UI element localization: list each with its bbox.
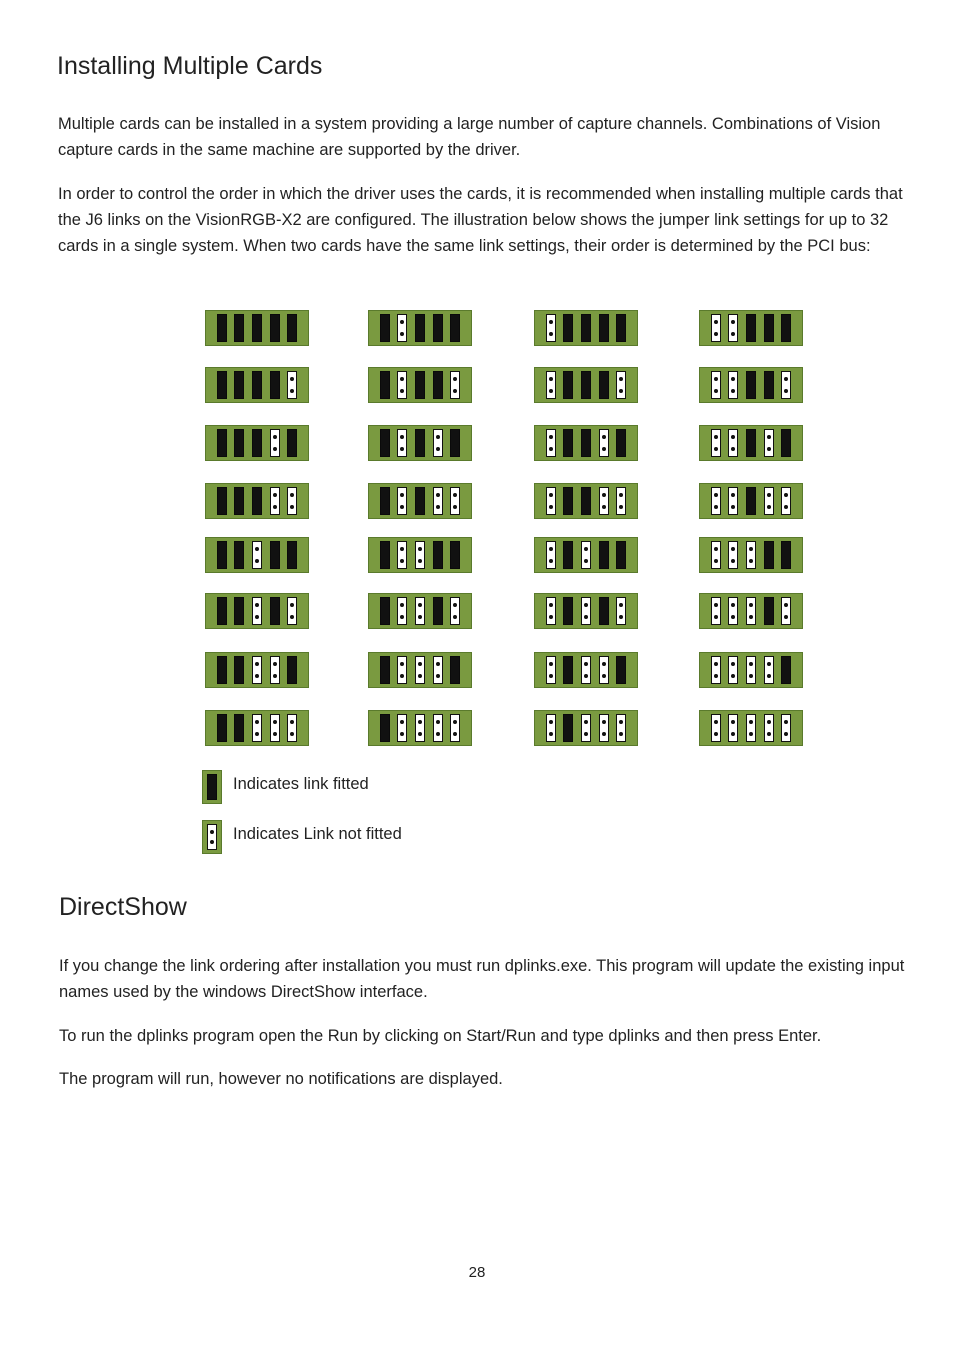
link-not-fitted <box>270 487 280 515</box>
link-fitted <box>563 429 573 457</box>
jumper-block <box>368 593 472 629</box>
link-not-fitted <box>616 371 626 399</box>
link-not-fitted <box>397 714 407 742</box>
link-not-fitted <box>415 714 425 742</box>
jumper-block <box>205 483 309 519</box>
jumper-block <box>699 483 803 519</box>
link-fitted <box>380 487 390 515</box>
link-not-fitted <box>546 541 556 569</box>
jumper-block <box>205 710 309 746</box>
jumper-block <box>368 367 472 403</box>
link-not-fitted <box>397 314 407 342</box>
link-not-fitted <box>581 597 591 625</box>
link-fitted <box>746 371 756 399</box>
link-fitted <box>217 371 227 399</box>
jumper-block <box>699 537 803 573</box>
link-fitted <box>563 656 573 684</box>
link-not-fitted <box>252 656 262 684</box>
link-fitted <box>599 597 609 625</box>
link-fitted <box>599 314 609 342</box>
link-not-fitted <box>781 371 791 399</box>
link-fitted <box>380 597 390 625</box>
link-not-fitted <box>728 656 738 684</box>
link-fitted <box>746 314 756 342</box>
link-not-fitted <box>616 487 626 515</box>
link-fitted <box>599 371 609 399</box>
jumper-block <box>699 652 803 688</box>
fitted-link-swatch <box>202 770 222 804</box>
link-fitted <box>234 429 244 457</box>
link-fitted <box>599 541 609 569</box>
link-fitted <box>287 429 297 457</box>
link-not-fitted <box>546 656 556 684</box>
link-fitted <box>234 656 244 684</box>
link-fitted <box>252 429 262 457</box>
link-not-fitted <box>450 487 460 515</box>
link-fitted <box>234 487 244 515</box>
link-not-fitted <box>270 714 280 742</box>
link-not-fitted <box>711 541 721 569</box>
jumper-block <box>205 367 309 403</box>
jumper-block <box>205 537 309 573</box>
link-not-fitted <box>599 429 609 457</box>
link-not-fitted <box>728 371 738 399</box>
link-not-fitted <box>546 314 556 342</box>
link-not-fitted <box>415 597 425 625</box>
link-not-fitted <box>711 487 721 515</box>
link-not-fitted <box>252 541 262 569</box>
link-fitted <box>415 371 425 399</box>
link-fitted <box>380 429 390 457</box>
link-not-fitted <box>450 714 460 742</box>
paragraph-multiple-cards: Multiple cards can be installed in a system providing a large number of capture channels. Combinations of Vision capture cards in the same machine are supported by the driver. <box>58 115 881 159</box>
link-fitted <box>764 314 774 342</box>
jumper-block <box>699 425 803 461</box>
link-fitted <box>563 487 573 515</box>
link-fitted <box>287 314 297 342</box>
link-fitted <box>563 541 573 569</box>
jumper-block <box>368 652 472 688</box>
link-fitted <box>234 371 244 399</box>
link-fitted <box>563 371 573 399</box>
link-not-fitted <box>711 314 721 342</box>
link-not-fitted <box>764 656 774 684</box>
link-not-fitted <box>746 656 756 684</box>
link-not-fitted <box>287 371 297 399</box>
link-not-fitted <box>599 714 609 742</box>
jumper-block <box>534 652 638 688</box>
legend-fitted-text: Indicates link fitted <box>233 775 369 793</box>
link-not-fitted <box>270 656 280 684</box>
not-fitted-link-swatch <box>202 820 222 854</box>
link-fitted <box>380 714 390 742</box>
link-fitted <box>616 656 626 684</box>
jumper-block <box>534 310 638 346</box>
link-not-fitted <box>397 597 407 625</box>
link-fitted <box>450 314 460 342</box>
link-fitted <box>746 487 756 515</box>
link-not-fitted <box>711 371 721 399</box>
link-not-fitted <box>581 714 591 742</box>
link-fitted <box>217 597 227 625</box>
page-number: 28 <box>468 1264 486 1281</box>
link-not-fitted <box>728 314 738 342</box>
jumper-block <box>699 310 803 346</box>
link-not-fitted <box>711 714 721 742</box>
link-fitted <box>287 541 297 569</box>
link-fitted <box>415 487 425 515</box>
link-not-fitted <box>397 371 407 399</box>
link-not-fitted <box>581 656 591 684</box>
link-not-fitted <box>450 371 460 399</box>
link-fitted <box>270 371 280 399</box>
link-fitted <box>781 429 791 457</box>
link-not-fitted <box>546 429 556 457</box>
link-fitted <box>415 314 425 342</box>
link-fitted <box>234 541 244 569</box>
link-not-fitted <box>433 714 443 742</box>
jumper-block <box>699 710 803 746</box>
link-fitted <box>234 714 244 742</box>
link-not-fitted <box>546 597 556 625</box>
paragraph-dplinks-intro: If you change the link ordering after installation you must run dplinks.exe. This program will update the existing input names used by the windows DirectShow interface. <box>59 957 905 1001</box>
link-fitted <box>563 714 573 742</box>
link-not-fitted <box>728 714 738 742</box>
link-fitted <box>746 429 756 457</box>
link-not-fitted <box>287 487 297 515</box>
link-fitted <box>764 541 774 569</box>
link-not-fitted <box>728 541 738 569</box>
link-not-fitted <box>781 597 791 625</box>
jumper-block <box>368 310 472 346</box>
link-not-fitted <box>252 714 262 742</box>
link-not-fitted <box>450 597 460 625</box>
link-fitted <box>380 541 390 569</box>
jumper-block <box>534 710 638 746</box>
jumper-block <box>368 483 472 519</box>
paragraph-dplinks-result: The program will run, however no notifications are displayed. <box>59 1070 503 1088</box>
link-fitted <box>217 714 227 742</box>
link-not-fitted <box>764 429 774 457</box>
link-not-fitted <box>746 597 756 625</box>
link-not-fitted <box>711 429 721 457</box>
link-not-fitted <box>546 371 556 399</box>
link-fitted <box>616 314 626 342</box>
link-fitted <box>270 541 280 569</box>
jumper-block <box>534 367 638 403</box>
link-not-fitted <box>746 541 756 569</box>
link-fitted <box>581 371 591 399</box>
jumper-block <box>534 593 638 629</box>
link-fitted <box>781 656 791 684</box>
link-fitted <box>287 656 297 684</box>
link-fitted <box>781 314 791 342</box>
link-not-fitted <box>764 714 774 742</box>
link-fitted <box>764 371 774 399</box>
jumper-block <box>699 593 803 629</box>
link-not-fitted <box>616 714 626 742</box>
link-fitted <box>433 541 443 569</box>
link-fitted <box>450 656 460 684</box>
link-fitted <box>380 314 390 342</box>
jumper-block <box>534 483 638 519</box>
link-fitted <box>270 597 280 625</box>
link-fitted <box>234 314 244 342</box>
link-not-fitted <box>252 597 262 625</box>
legend-not-fitted-text: Indicates Link not fitted <box>233 825 402 843</box>
jumper-block <box>534 537 638 573</box>
link-not-fitted <box>728 597 738 625</box>
link-not-fitted <box>397 487 407 515</box>
link-fitted <box>217 541 227 569</box>
jumper-block <box>368 710 472 746</box>
link-fitted <box>563 597 573 625</box>
link-fitted <box>450 429 460 457</box>
section-title-installing-multiple-cards: Installing Multiple Cards <box>57 52 323 80</box>
link-not-fitted <box>270 429 280 457</box>
link-not-fitted <box>546 714 556 742</box>
link-fitted <box>433 314 443 342</box>
link-not-fitted <box>546 487 556 515</box>
link-fitted <box>781 541 791 569</box>
link-not-fitted <box>781 487 791 515</box>
link-not-fitted <box>616 597 626 625</box>
link-fitted <box>380 371 390 399</box>
link-fitted <box>252 487 262 515</box>
link-not-fitted <box>746 714 756 742</box>
link-not-fitted <box>728 487 738 515</box>
link-not-fitted <box>711 656 721 684</box>
link-fitted <box>581 429 591 457</box>
link-not-fitted <box>764 487 774 515</box>
link-fitted <box>581 314 591 342</box>
link-not-fitted <box>711 597 721 625</box>
link-not-fitted <box>433 429 443 457</box>
link-fitted <box>252 371 262 399</box>
link-not-fitted <box>581 541 591 569</box>
link-fitted <box>217 487 227 515</box>
link-fitted <box>415 429 425 457</box>
link-fitted <box>581 487 591 515</box>
link-not-fitted <box>397 656 407 684</box>
link-not-fitted <box>287 714 297 742</box>
link-not-fitted <box>433 656 443 684</box>
link-fitted <box>450 541 460 569</box>
jumper-block <box>205 652 309 688</box>
paragraph-card-order: In order to control the order in which the driver uses the cards, it is recommended when installing multiple cards that the J6 links on the VisionRGB-X2 are configured. The illustration below shows the jumper link settings for up to 32 cards in a single system. When two cards have the same link settings, their order is determined by the PCI bus: <box>58 185 903 255</box>
link-fitted <box>217 429 227 457</box>
link-fitted <box>433 371 443 399</box>
link-not-fitted <box>397 541 407 569</box>
jumper-block <box>205 425 309 461</box>
link-fitted <box>270 314 280 342</box>
link-not-fitted <box>397 429 407 457</box>
link-fitted <box>616 429 626 457</box>
jumper-block <box>368 537 472 573</box>
jumper-block <box>205 593 309 629</box>
link-fitted <box>563 314 573 342</box>
link-fitted <box>764 597 774 625</box>
link-fitted <box>616 541 626 569</box>
paragraph-dplinks-run: To run the dplinks program open the Run by clicking on Start/Run and type dplinks and then press Enter. <box>59 1027 822 1045</box>
link-not-fitted <box>433 487 443 515</box>
jumper-block <box>368 425 472 461</box>
link-not-fitted <box>728 429 738 457</box>
link-fitted <box>380 656 390 684</box>
jumper-block <box>699 367 803 403</box>
section-title-directshow: DirectShow <box>59 893 187 921</box>
jumper-block <box>534 425 638 461</box>
link-not-fitted <box>781 714 791 742</box>
link-fitted <box>217 656 227 684</box>
link-fitted <box>217 314 227 342</box>
link-not-fitted <box>599 656 609 684</box>
link-fitted <box>252 314 262 342</box>
jumper-block <box>205 310 309 346</box>
link-fitted <box>234 597 244 625</box>
link-fitted <box>433 597 443 625</box>
link-not-fitted <box>415 541 425 569</box>
link-not-fitted <box>415 656 425 684</box>
link-not-fitted <box>287 597 297 625</box>
link-not-fitted <box>599 487 609 515</box>
